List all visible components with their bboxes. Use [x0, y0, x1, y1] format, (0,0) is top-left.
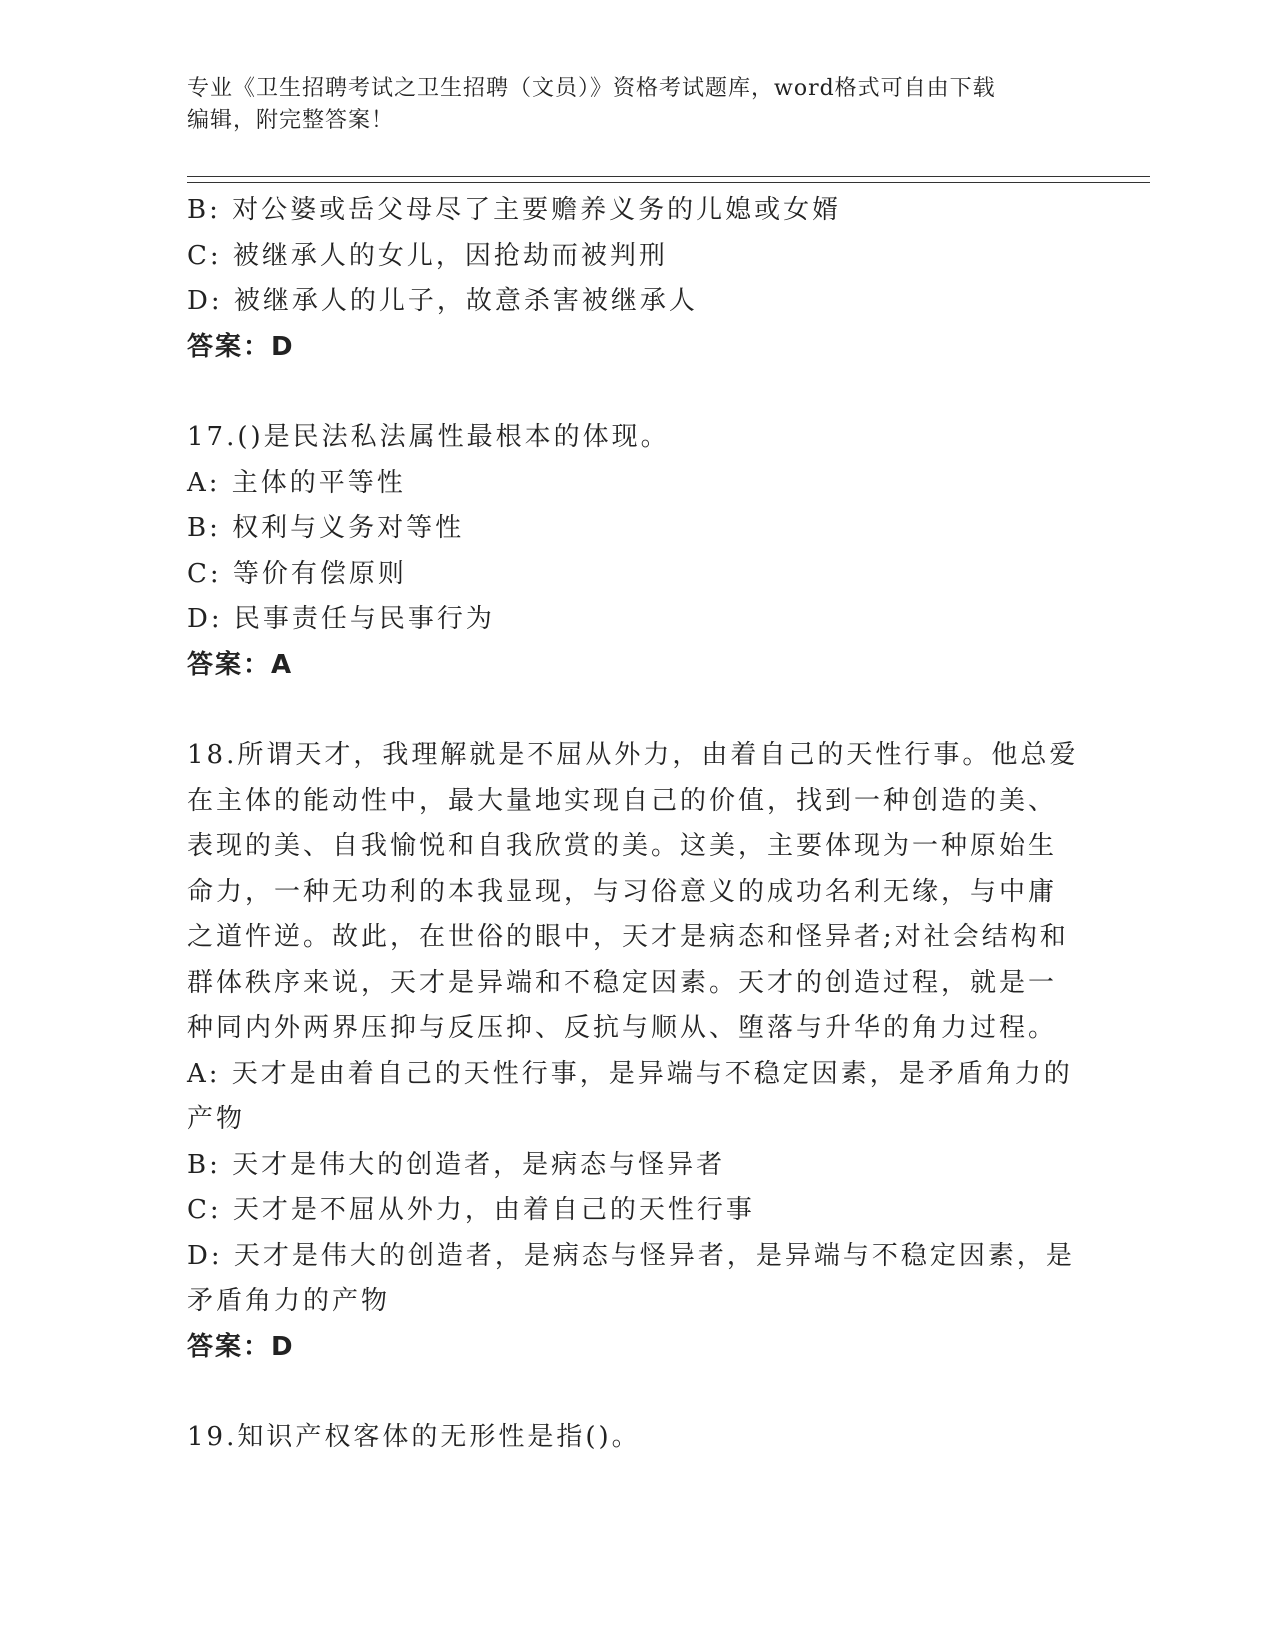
- q18-option-c: C: 天才是不屈从外力，由着自己的天性行事: [187, 1195, 755, 1225]
- q16-option-d: D: 被继承人的儿子，故意杀害被继承人: [187, 286, 698, 316]
- q18-option-d-line: D: 天才是伟大的创造者，是病态与怪异者，是异端与不稳定因素，是: [187, 1240, 1075, 1271]
- question-17: [187, 415, 1087, 688]
- question-content: [187, 188, 1087, 1461]
- spacer: [187, 370, 1087, 415]
- q18-answer: 答案：D: [187, 1331, 295, 1362]
- q18-option-a-line: A: 天才是由着自己的天性行事，是异端与不稳定因素，是矛盾角力的: [187, 1058, 1073, 1089]
- q18-question-line: 命力，一种无功利的本我显现，与习俗意义的成功名利无缘，与中庸: [187, 876, 1058, 907]
- header-divider-bottom: [187, 182, 1150, 183]
- q17-option-a: A: 主体的平等性: [187, 467, 406, 498]
- spacer: [187, 1370, 1087, 1415]
- header-line-2: 编辑，附完整答案！: [187, 108, 395, 133]
- q19-question: 19.知识产权客体的无形性是指()。: [187, 1422, 641, 1452]
- q18-question-line: 群体秩序来说，天才是异端和不稳定因素。天才的创造过程，就是一: [187, 967, 1058, 998]
- question-18: [187, 733, 1087, 1370]
- q18-option-a-line: 产物: [187, 1104, 246, 1134]
- q18-question-line: 之道忤逆。故此，在世俗的眼中，天才是病态和怪异者;对社会结构和: [187, 922, 1069, 952]
- q18-question-line: 表现的美、自我愉悦和自我欣赏的美。这美，主要体现为一种原始生: [187, 831, 1058, 861]
- header-line-1: 专业《卫生招聘考试之卫生招聘（文员）》资格考试题库，word格式可自由下载: [187, 76, 996, 101]
- q16-option-c: C: 被继承人的女儿，因抢劫而被判刑: [187, 240, 668, 271]
- q17-option-c: C: 等价有偿原则: [187, 558, 407, 589]
- q17-option-d: D: 民事责任与民事行为: [187, 604, 495, 634]
- q16-answer: 答案：D: [187, 331, 295, 362]
- document-header: [187, 73, 1087, 137]
- q17-answer: 答案：A: [187, 649, 294, 680]
- q18-option-d-line: 矛盾角力的产物: [187, 1286, 391, 1316]
- q18-question-line: 种同内外两界压抑与反压抑、反抗与顺从、堕落与升华的角力过程。: [187, 1013, 1058, 1043]
- q18-option-b: B: 天才是伟大的创造者，是病态与怪异者: [187, 1149, 726, 1180]
- spacer: [187, 688, 1087, 733]
- question-16: [187, 188, 1087, 370]
- q17-question: 17.()是民法私法属性最根本的体现。: [187, 422, 670, 452]
- q16-option-b: B: 对公婆或岳父母尽了主要赡养义务的儿媳或女婿: [187, 195, 842, 225]
- q17-option-b: B: 权利与义务对等性: [187, 513, 465, 543]
- header-divider-top: [187, 176, 1150, 177]
- q18-question-line: 18.所谓天才，我理解就是不屈从外力，由着自己的天性行事。他总爱: [187, 740, 1079, 770]
- question-19: [187, 1415, 1087, 1461]
- q18-question-line: 在主体的能动性中，最大量地实现自己的价值，找到一种创造的美、: [187, 785, 1058, 816]
